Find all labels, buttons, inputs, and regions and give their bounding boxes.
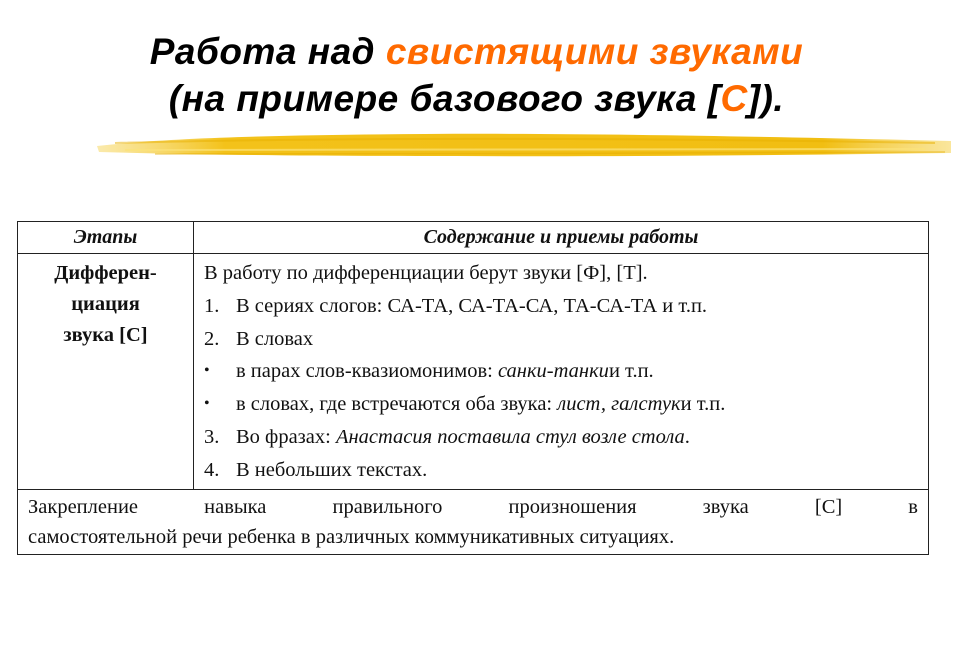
footer-line: Закрепление навыка правильного произношения звука [С] в (28, 495, 918, 518)
bullet-tail: и т.п. (608, 360, 654, 383)
title-text: Работа над (149, 31, 386, 72)
bullet-example: лист, галстук (557, 393, 681, 416)
bullet-text: в словах, где встречаются оба звука: (236, 393, 553, 416)
bullet-text: в парах слов-квазиомонимов: (236, 360, 493, 383)
list-item (204, 323, 922, 356)
table-row (18, 254, 929, 490)
table-header-row (18, 222, 929, 254)
bullet-icon: • (204, 395, 210, 413)
title-highlight: свистящими звуками (385, 31, 804, 72)
header-content: Содержание и приемы работы (194, 222, 929, 254)
title-highlight-letter: С (720, 78, 748, 119)
content-intro (204, 257, 922, 290)
intro-text: В работу по дифференциации берут звуки [Ф], [Т]. (204, 262, 648, 284)
footer-line: самостоятельной речи ребенка в различных коммуникативных ситуациях. (28, 525, 675, 548)
list-text: В небольших текстах. (236, 458, 428, 481)
header-stages: Этапы (18, 222, 194, 254)
bullet-icon: • (204, 362, 210, 380)
brush-stroke-underline (95, 128, 953, 162)
stage-line: циация (71, 293, 140, 315)
bullet-tail: и т.п. (680, 393, 726, 416)
phrase-example: Анастасия поставила стул возле стола (335, 425, 685, 448)
footer-cell (18, 489, 929, 554)
list-text: Во фразах: (236, 425, 331, 448)
bullet-item (204, 388, 922, 421)
stage-line: звука [С] (63, 324, 148, 346)
list-number: 4. (204, 458, 220, 481)
stages-table (17, 221, 929, 555)
title-line-1 (0, 28, 953, 75)
list-item (204, 421, 922, 454)
content-cell (194, 254, 929, 490)
title-line-2 (0, 75, 953, 122)
bullet-example: санки-танки (497, 360, 609, 383)
table-footer-row (18, 489, 929, 554)
stage-line: Дифферен- (54, 262, 157, 284)
slide-title (0, 28, 953, 122)
list-text: В словах (236, 327, 314, 350)
list-number: 1. (204, 294, 220, 317)
title-text: (на примере базового звука [ (168, 78, 721, 119)
list-item (204, 454, 922, 487)
bullet-item (204, 355, 922, 388)
list-item (204, 290, 922, 323)
stage-cell (18, 254, 194, 490)
title-text: ]). (747, 78, 785, 119)
list-tail: . (684, 425, 690, 448)
list-text: В сериях слогов: СА-ТА, СА-ТА-СА, ТА-СА-ТА и т.п. (236, 294, 708, 317)
list-number: 3. (204, 425, 220, 448)
list-number: 2. (204, 327, 220, 350)
